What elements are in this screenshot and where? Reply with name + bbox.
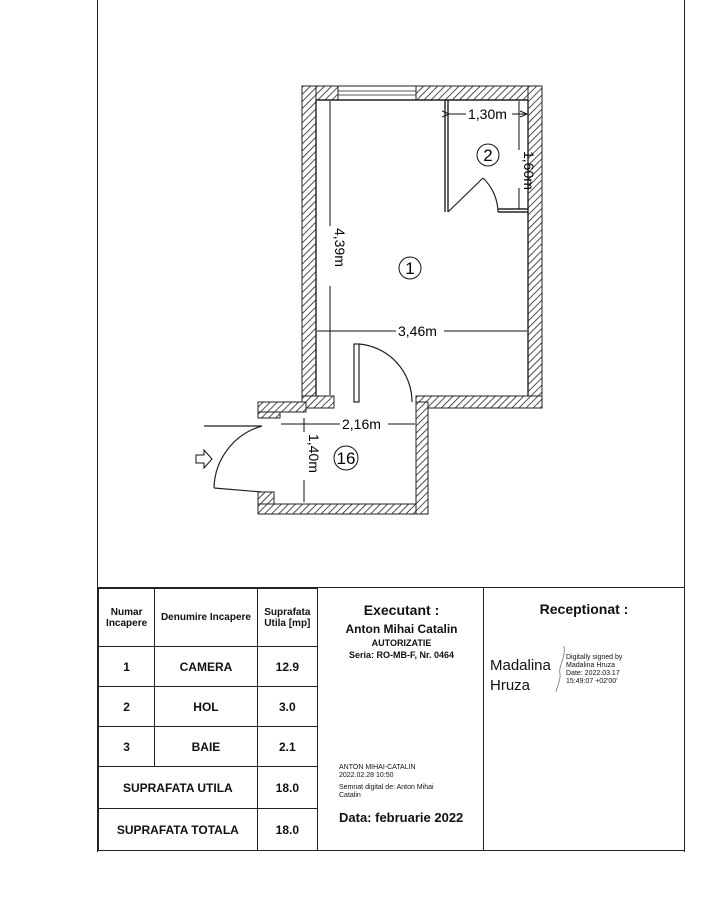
receiver-digital-signature xyxy=(566,654,676,686)
receiver-name-line-2: Hruza xyxy=(490,677,531,694)
receiver-name-line-1: Madalina xyxy=(490,657,551,674)
stamp-name: ANTON MIHAI-CATALIN xyxy=(339,764,416,771)
sig-line-3: Date: 2022.03.17 xyxy=(566,670,620,677)
dim-room2-height: 1,60m xyxy=(521,151,537,190)
dim-room1-height: 4,39m xyxy=(332,228,348,267)
row-area: 2.1 xyxy=(257,727,317,767)
row-name: CAMERA xyxy=(155,647,257,687)
header-number: Numar Incapere xyxy=(99,589,155,647)
header-name: Denumire Incapere xyxy=(155,589,257,647)
entrance-arrow-icon xyxy=(196,450,212,468)
window xyxy=(338,86,416,100)
signed-line-2: Catalin xyxy=(339,792,361,799)
dim-hall-height: 1,40m xyxy=(306,434,322,473)
stamp-date: 2022.02.28 10:50 xyxy=(339,772,394,779)
row-name: BAIE xyxy=(155,727,257,767)
row-area: 12.9 xyxy=(257,647,317,687)
row-number: 2 xyxy=(99,687,155,727)
row-area: 3.0 xyxy=(257,687,317,727)
total-value: 18.0 xyxy=(257,809,317,851)
receiver-block xyxy=(484,588,684,850)
walls xyxy=(258,86,542,514)
total-row xyxy=(99,767,318,809)
document-date: Data: februarie 2022 xyxy=(339,810,464,825)
legend-panel xyxy=(97,587,685,851)
sig-line-4: 15:49:07 +02'00' xyxy=(566,678,618,685)
total-row xyxy=(99,809,318,851)
total-label: SUPRAFATA TOTALA xyxy=(99,809,258,851)
sig-line-1: Digitally signed by xyxy=(566,654,623,661)
total-value: 18.0 xyxy=(257,767,317,809)
row-number: 3 xyxy=(99,727,155,767)
sig-line-2: Madalina Hruza xyxy=(566,662,616,669)
table-row xyxy=(99,647,318,687)
executant-name: Anton Mihai Catalin xyxy=(345,622,458,636)
row-number: 1 xyxy=(99,647,155,687)
total-label: SUPRAFATA UTILA xyxy=(99,767,258,809)
table-row xyxy=(99,687,318,727)
room-label-1 xyxy=(399,257,421,279)
receiver-title: Receptionat : xyxy=(539,601,629,617)
dim-hall-width: 2,16m xyxy=(342,416,381,432)
signed-line-1: Semnat digital de: Anton Mihai xyxy=(339,784,434,791)
header-area: Suprafata Utila [mp] xyxy=(257,589,317,647)
executant-stamp xyxy=(339,764,469,780)
executant-series: Seria: RO-MB-F, Nr. 0464 xyxy=(348,650,455,660)
executant-signature xyxy=(339,784,469,800)
dim-room1-width: 3,46m xyxy=(398,323,437,339)
svg-text:16: 16 xyxy=(336,449,356,468)
door-room-1 xyxy=(354,344,412,402)
room-label-2 xyxy=(477,144,499,166)
svg-text:2: 2 xyxy=(483,146,493,165)
executant-title: Executant : xyxy=(363,602,440,618)
door-room-2 xyxy=(448,178,498,212)
entrance-door xyxy=(204,426,262,492)
rooms-table xyxy=(98,588,318,851)
svg-text:1: 1 xyxy=(405,259,415,278)
dim-room2-width: 1,30m xyxy=(468,106,507,122)
executant-block xyxy=(320,588,484,850)
row-name: HOL xyxy=(155,687,257,727)
table-row xyxy=(99,727,318,767)
executant-authorization: AUTORIZATIE xyxy=(371,638,432,648)
room-label-16 xyxy=(334,446,358,470)
